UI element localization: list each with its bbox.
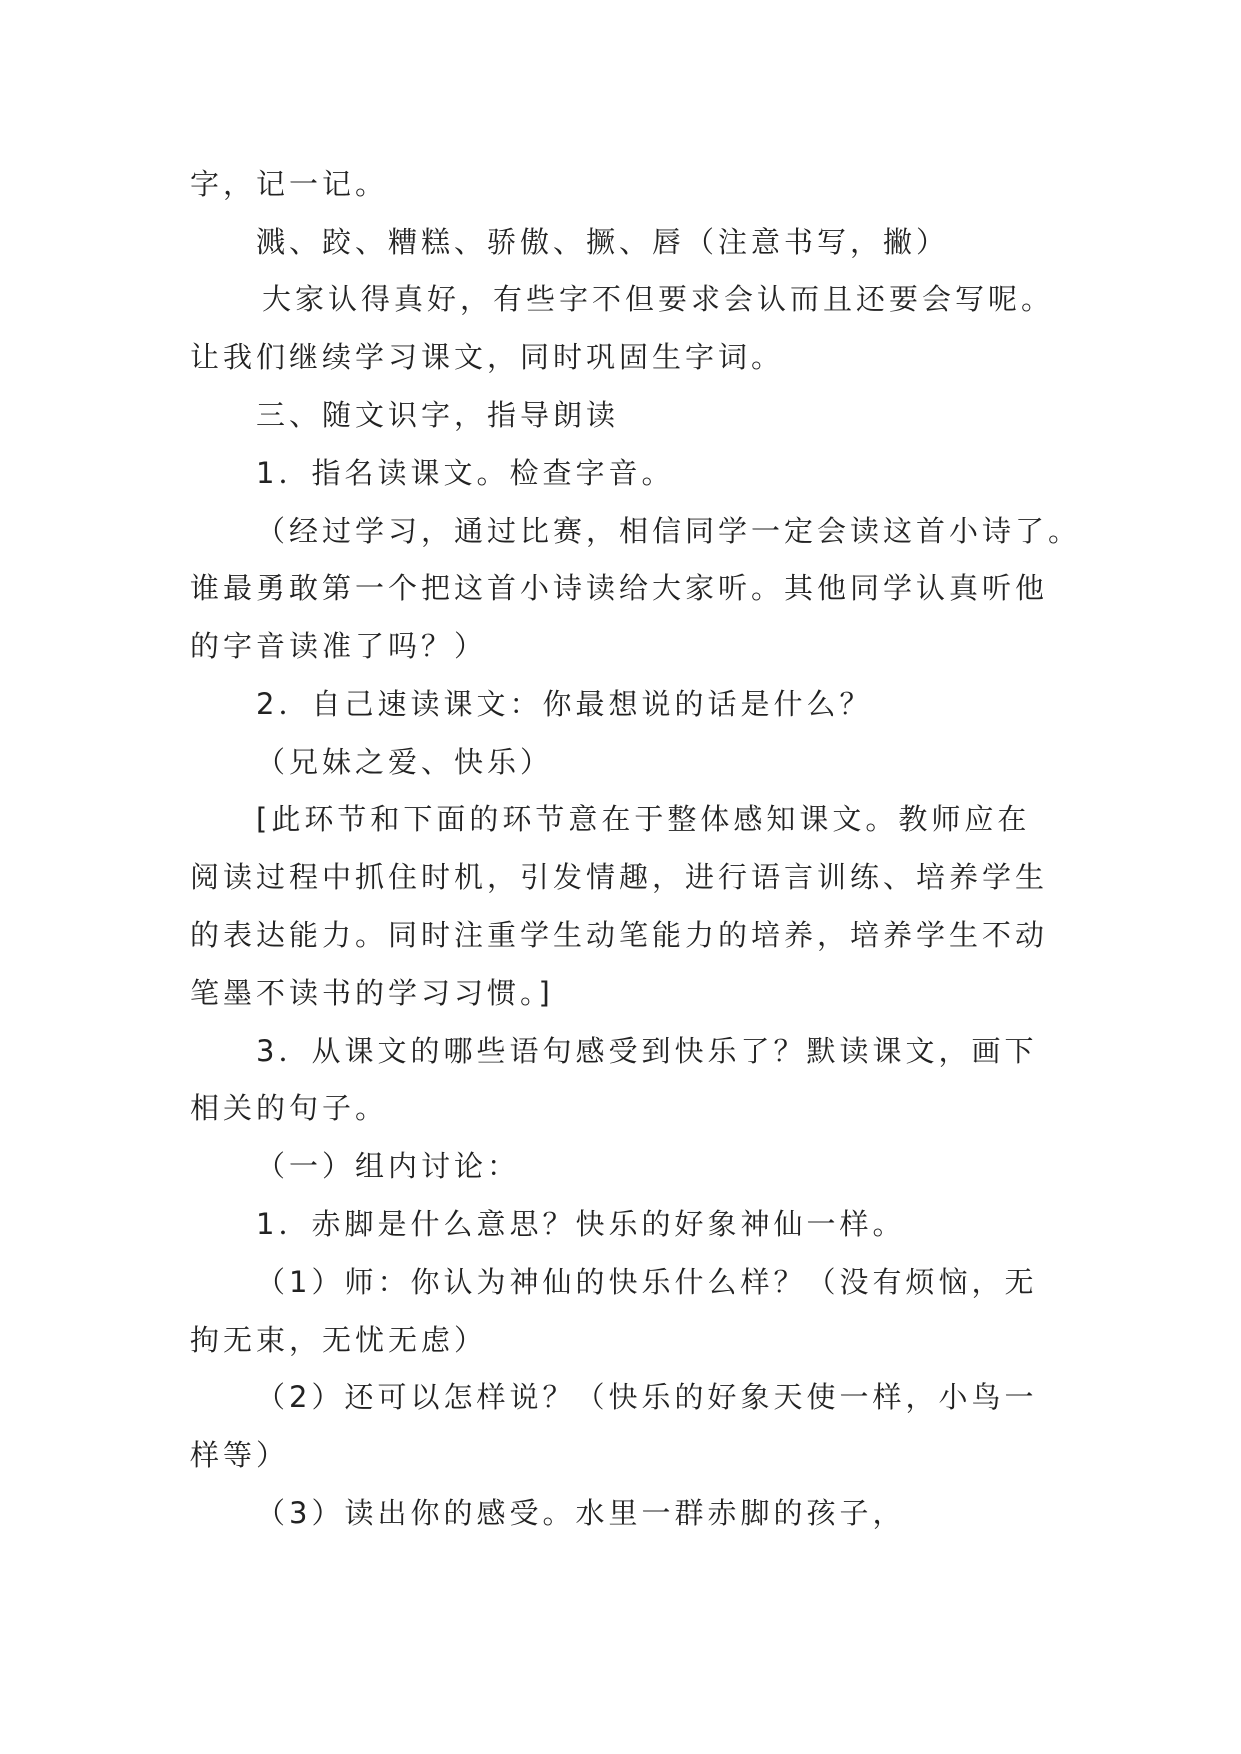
- text-line: （一）组内讨论：: [256, 1149, 521, 1183]
- text-line: 1．赤脚是什么意思？快乐的好象神仙一样。: [256, 1207, 906, 1241]
- text-line: 相关的句子。: [190, 1091, 389, 1125]
- text-line: 字，记一记。: [190, 167, 389, 201]
- text-line: 拘无束，无忧无虑）: [190, 1323, 488, 1357]
- text-line: （3）读出你的感受。水里一群赤脚的孩子，: [256, 1496, 906, 1530]
- text-line: 样等）: [190, 1438, 290, 1472]
- text-line: 大家认得真好，有些字不但要求会认而且还要会写呢。: [262, 282, 1055, 316]
- text-line: （兄妹之爱、快乐）: [256, 745, 554, 779]
- text-line: 谁最勇敢第一个把这首小诗读给大家听。其他同学认真听他: [190, 571, 1049, 605]
- text-line: 1．指名读课文。检查字音。: [256, 456, 675, 490]
- text-line: 三、随文识字，指导朗读: [256, 398, 620, 432]
- text-line: 的表达能力。同时注重学生动笔能力的培养，培养学生不动: [190, 918, 1049, 952]
- text-line: [此环节和下面的环节意在于整体感知课文。教师应在: [256, 802, 1031, 836]
- text-line: （2）还可以怎样说？（快乐的好象天使一样，小鸟一: [256, 1380, 1038, 1414]
- text-line: （经过学习，通过比赛，相信同学一定会读这首小诗了。: [256, 514, 1082, 548]
- text-line: （1）师：你认为神仙的快乐什么样？（没有烦恼，无: [256, 1265, 1038, 1299]
- text-line: 的字音读准了吗？）: [190, 629, 488, 663]
- text-line: 3．从课文的哪些语句感受到快乐了？默读课文，画下: [256, 1034, 1038, 1068]
- text-line: 溅、跤、糟糕、骄傲、撅、唇（注意书写，撇）: [256, 225, 950, 259]
- text-line: 笔墨不读书的学习习惯。]: [190, 976, 554, 1010]
- text-line: 阅读过程中抓住时机，引发情趣，进行语言训练、培养学生: [190, 860, 1049, 894]
- text-line: 2．自己速读课文：你最想说的话是什么？: [256, 687, 873, 721]
- text-line: 让我们继续学习课文，同时巩固生字词。: [190, 340, 785, 374]
